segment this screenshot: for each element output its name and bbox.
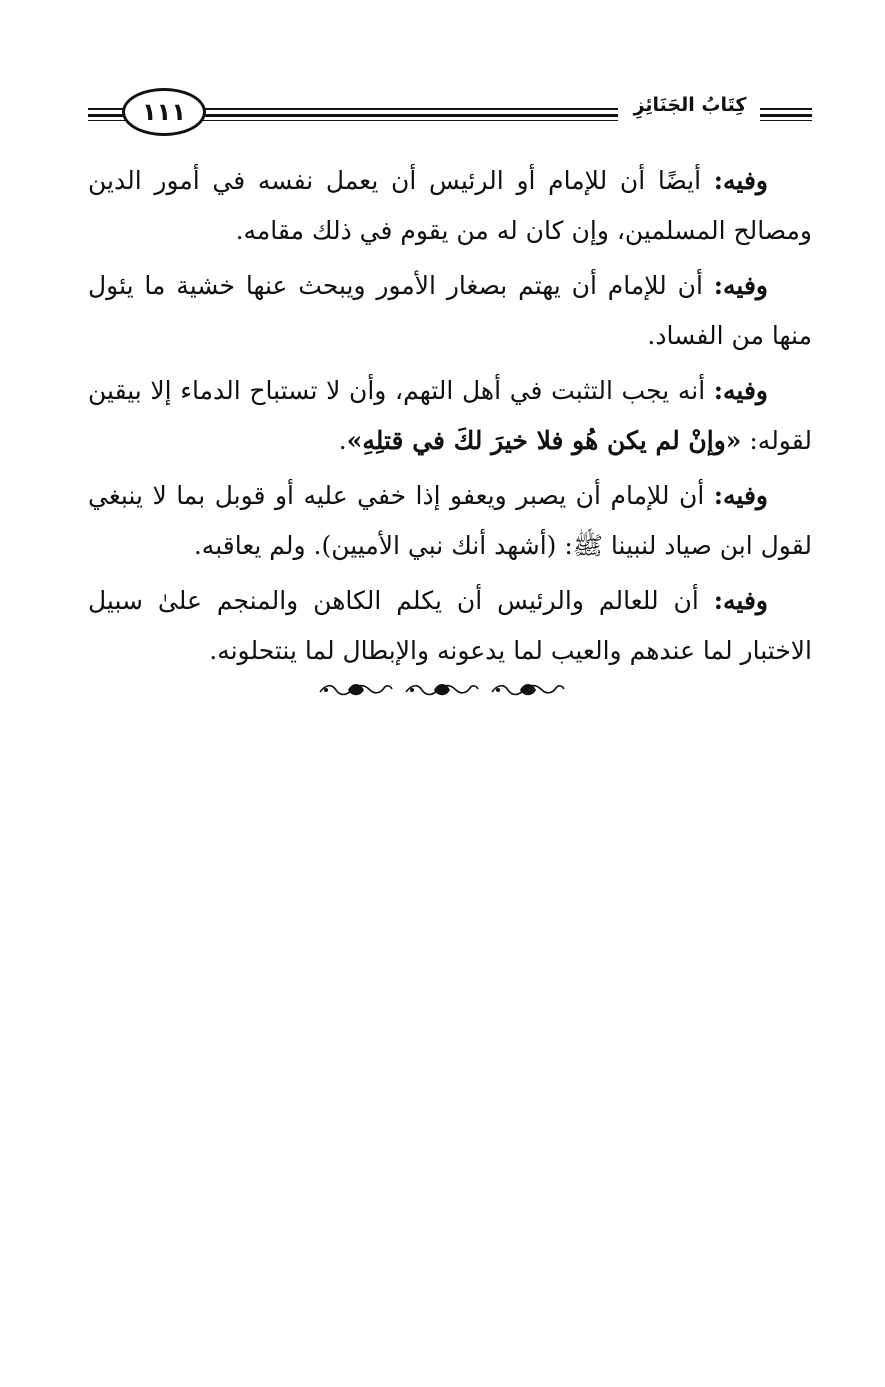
paragraph-text: أيضًا أن للإمام أو الرئيس أن يعمل نفسه في أمور الدين ومصالح المسلمين، وإن كان له من يقوم في ذلك مقامه. (88, 166, 812, 245)
paragraph-lead: وفيه: (713, 481, 768, 510)
paragraph-text: أن للعالم والرئيس أن يكلم الكاهن والمنجم علىٰ سبيل الاختبار لما عندهم والعيب لما يدعونه والإبطال لما ينتحلونه. (88, 586, 812, 665)
paragraph-4 (88, 471, 812, 571)
hadith-quote: «وإنْ لم يكن هُو فلا خيرَ لكَ في قتلِهِ» (346, 426, 742, 455)
paragraph-1 (88, 156, 812, 256)
ornament-center (404, 680, 480, 700)
page-number: ١١١ (122, 88, 206, 136)
paragraph-3 (88, 366, 812, 466)
chapter-title: كِتَابُ الجَنَائِزِ (633, 94, 747, 116)
paragraph-lead: وفيه: (713, 271, 768, 300)
running-header (88, 88, 812, 140)
paragraph-lead: وفيه: (713, 586, 768, 615)
paragraph-text: أن للإمام أن يصبر ويعفو إذا خفي عليه أو قوبل بما لا ينبغي لقول ابن صياد لنبينا ﷺ: (أشهد أنك نبي الأميين). ولم يعاقبه. (88, 481, 812, 560)
ornament-left (318, 680, 394, 700)
paragraph-5 (88, 576, 812, 676)
paragraph-lead: وفيه: (713, 376, 768, 405)
paragraph-text: أن للإمام أن يهتم بصغار الأمور ويبحث عنها خشية ما يئول منها من الفساد. (88, 271, 812, 350)
paragraph-lead: وفيه: (713, 166, 768, 195)
ornament-right (490, 680, 566, 700)
paragraph-tail: . (338, 426, 347, 455)
floral-divider-icon (318, 678, 566, 702)
paragraph-2 (88, 261, 812, 361)
paragraph-text: أنه يجب التثبت في أهل التهم، وأن لا تستباح الدماء إلا بيقين لقوله: (88, 376, 812, 455)
body-text (88, 156, 812, 681)
